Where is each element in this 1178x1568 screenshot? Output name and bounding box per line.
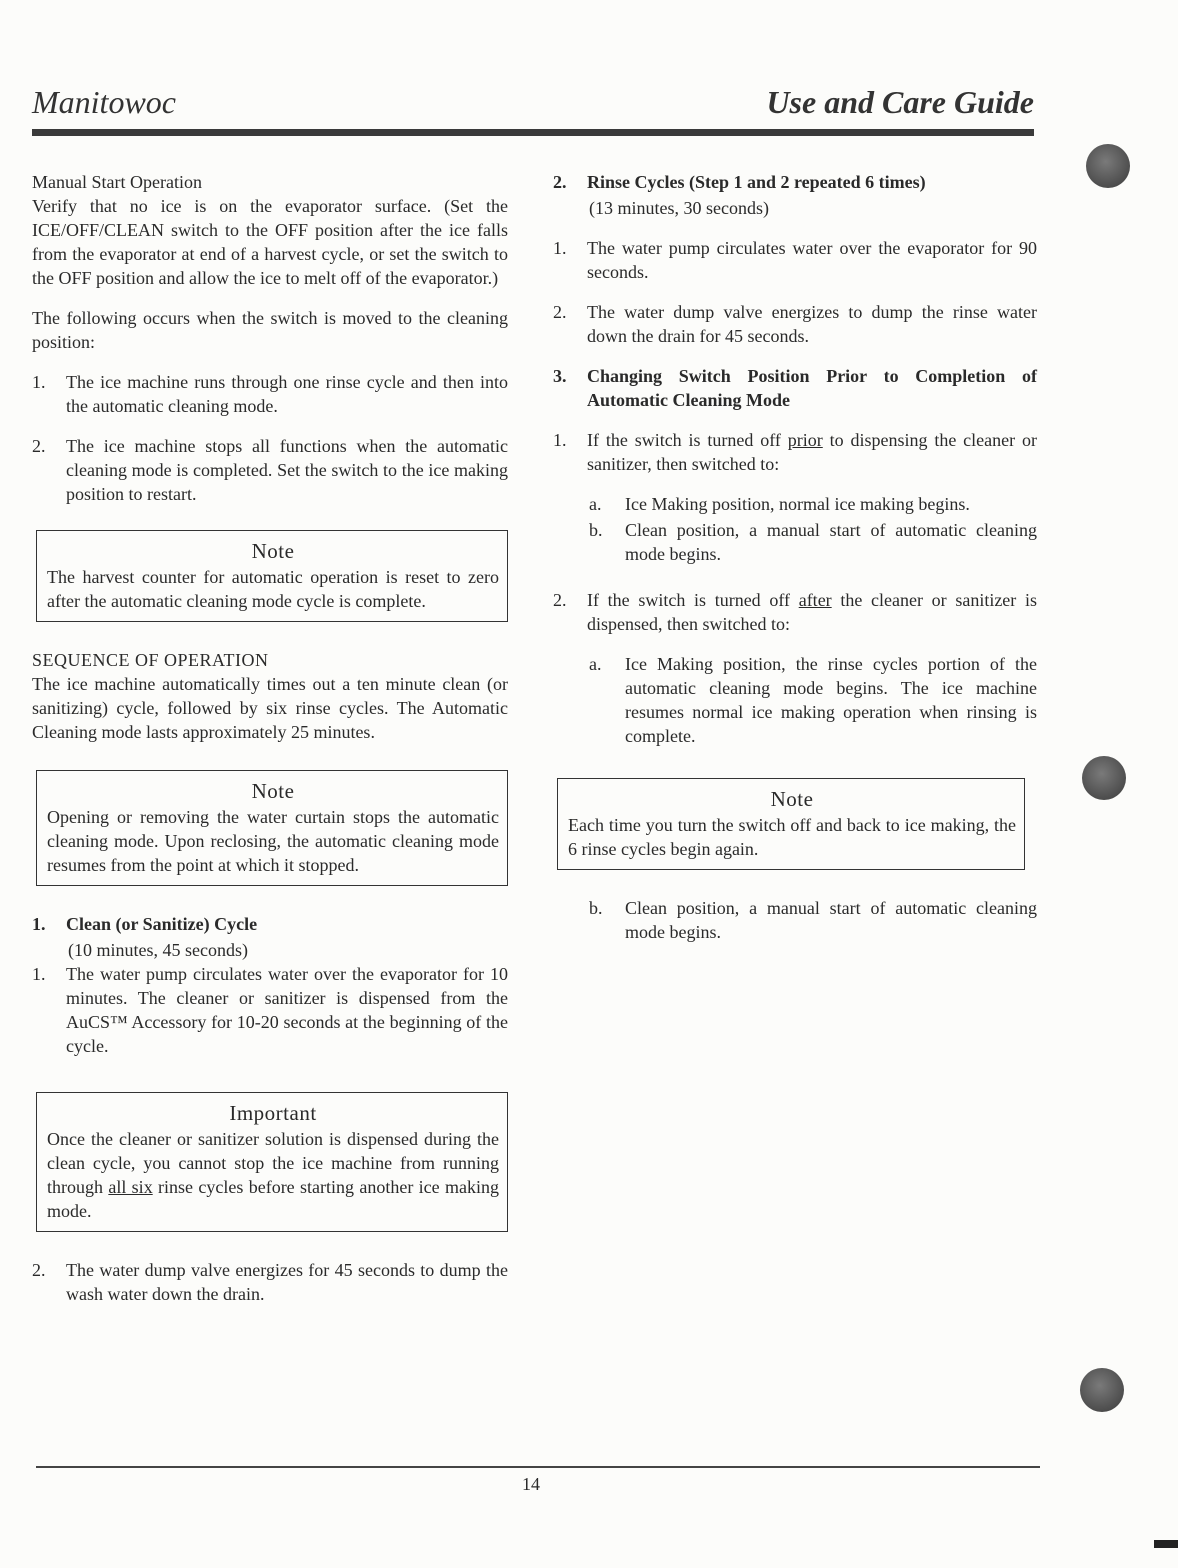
list-number: 2. (553, 590, 567, 610)
list-text: The water dump valve energizes for 45 seconds to dump the wash water down the drain. (66, 1260, 508, 1304)
rinse-heading: Rinse Cycles (Step 1 and 2 repeated 6 times) (587, 172, 926, 192)
list-item (553, 300, 1037, 348)
note-text: The harvest counter for automatic operation is reset to zero after the automatic cleaning mode cycle is complete. (47, 567, 499, 611)
header-title: Use and Care Guide (766, 84, 1034, 120)
list-number: 1. (32, 964, 46, 984)
list-text: The water dump valve energizes to dump the rinse water down the drain for 45 seconds. (587, 302, 1037, 346)
important-text: Once the cleaner or sanitizer solution is dispensed during the clean cycle, you cannot stop the ice machine from running through all six rinse cycles before starting another ice making mode. (47, 1129, 499, 1221)
note-box-water-curtain (36, 770, 508, 886)
list-number: 2. (32, 1260, 46, 1280)
sub-letter: b. (589, 520, 603, 540)
clean-cycle-duration: (10 minutes, 45 seconds) (68, 940, 248, 960)
note-box-harvest-counter (36, 530, 508, 622)
sub-list-item (589, 652, 1037, 748)
list-number: 1. (553, 238, 567, 258)
sub-text: Clean position, a manual start of automatic cleaning mode begins. (625, 520, 1037, 564)
following-text: The following occurs when the switch is moved to the cleaning position: (32, 308, 508, 352)
list-text: The water pump circulates water over the evaporator for 90 seconds. (587, 238, 1037, 282)
list-number: 3. (553, 366, 567, 386)
rinse-duration: (13 minutes, 30 seconds) (589, 198, 769, 218)
sub-list-item (589, 492, 1037, 516)
list-number: 2. (553, 302, 567, 322)
sequence-text: The ice machine automatically times out a ten minute clean (or sanitizing) cycle, followed by six rinse cycles. The Automatic Cleaning mode lasts approximately 25 minutes. (32, 674, 508, 742)
sub-letter: a. (589, 494, 602, 514)
list-number: 2. (553, 172, 567, 192)
list-number: 1. (32, 372, 46, 392)
list-text: If the switch is turned off after the cleaner or sanitizer is dispensed, then switched to: (587, 590, 1037, 634)
list-item (553, 428, 1037, 476)
binder-hole (1086, 144, 1130, 188)
underlined-text: prior (787, 430, 823, 450)
underlined-text: after (798, 590, 832, 610)
sub-letter: a. (589, 654, 602, 674)
header-rule (32, 129, 1034, 136)
footer-rule (36, 1466, 1040, 1468)
list-number: 1. (553, 430, 567, 450)
header-brand: Manitowoc (32, 84, 176, 120)
note-box-rinse-cycles (557, 778, 1025, 870)
important-title: Important (229, 1101, 317, 1125)
list-text: The water pump circulates water over the evaporator for 10 minutes. The cleaner or sanitizer is dispensed from the AuCS™ Accessory for 10-20 seconds at the beginning of the cycle. (66, 964, 508, 1056)
list-number: 1. (32, 914, 46, 934)
underlined-text: all six (108, 1177, 153, 1197)
sub-text: Ice Making position, normal ice making begins. (625, 494, 970, 514)
sub-text: Ice Making position, the rinse cycles portion of the automatic cleaning mode begins. The ice machine resumes normal ice making operation when rinsing is complete. (625, 654, 1037, 746)
list-item (553, 588, 1037, 636)
list-item (32, 1258, 508, 1306)
note-text: Each time you turn the switch off and back to ice making, the 6 rinse cycles begin again. (568, 815, 1016, 859)
sub-list-item (589, 896, 1037, 944)
list-text: The ice machine runs through one rinse cycle and then into the automatic cleaning mode. (66, 372, 508, 416)
list-text: If the switch is turned off prior to dispensing the cleaner or sanitizer, then switched to: (587, 430, 1037, 474)
note-title: Note (770, 787, 814, 811)
page-number: 14 (522, 1474, 540, 1494)
changing-heading: Changing Switch Position Prior to Completion of Automatic Cleaning Mode (587, 366, 1037, 410)
important-box (36, 1092, 508, 1232)
rinse-heading-row (553, 170, 1037, 194)
binder-hole (1082, 756, 1126, 800)
list-text: The ice machine stops all functions when the automatic cleaning mode is completed. Set the switch to the ice making position to restart. (66, 436, 508, 504)
binder-hole (1080, 1368, 1124, 1412)
list-item (32, 962, 508, 1058)
manual-start-heading: Manual Start Operation (32, 172, 202, 192)
right-column (553, 170, 1037, 946)
clean-cycle-heading-row (32, 912, 508, 936)
note-text: Opening or removing the water curtain stops the automatic cleaning mode. Upon reclosing, the automatic cleaning mode resumes from the point at which it stopped. (47, 807, 499, 875)
note-title: Note (251, 779, 295, 803)
changing-heading-row (553, 364, 1037, 412)
sub-text: Clean position, a manual start of automatic cleaning mode begins. (625, 898, 1037, 942)
clean-cycle-heading: Clean (or Sanitize) Cycle (66, 914, 258, 934)
sub-letter: b. (589, 898, 603, 918)
scan-edge-mark (1154, 1540, 1178, 1548)
list-item (32, 370, 508, 418)
note-title: Note (251, 539, 295, 563)
list-item (553, 236, 1037, 284)
left-column (32, 170, 508, 1322)
manual-start-text: Verify that no ice is on the evaporator surface. (Set the ICE/OFF/CLEAN switch to the OFF position after the ice falls from the evaporator at end of a harvest cycle, or set the switch to the OFF position and allow the ice to melt off of the evaporator.) (32, 196, 508, 288)
list-item (32, 434, 508, 506)
sub-list-item (589, 518, 1037, 566)
sequence-heading: SEQUENCE OF OPERATION (32, 650, 269, 670)
list-number: 2. (32, 436, 46, 456)
